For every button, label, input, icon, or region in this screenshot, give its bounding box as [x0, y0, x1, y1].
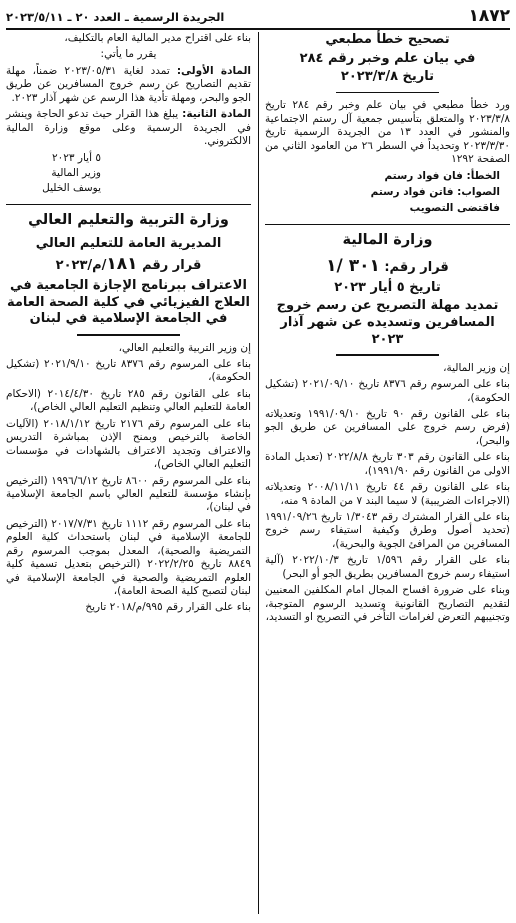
separator — [336, 354, 439, 356]
decision-label: قرار رقم — [142, 258, 202, 274]
paragraph: بناء على اقتراح مدير المالية العام بالتكليف، — [64, 32, 251, 44]
correction-correct: الصواب: فاتن فواد رستم — [370, 186, 500, 198]
correction-body: ورد خطأ مطبعي في بيان علم وخبر رقم ٢٨٤ تاريخ ٢٠٢٣/٣/٨ والمتعلق بتأسيس جمعية آل رستم الاجتماعية والمنشور في العدد ١٣ من الجريدة الرسمية تاريخ ٢٠٢٣/٣/٣٠ وتحديداً في السطر ٢٦ من العامود الثاني من الصفحة ١٢٩٢ — [265, 99, 510, 166]
correction-title: تصحيح خطأ مطبعي — [325, 32, 450, 47]
signature-date: ٥ أيار ٢٠٢٣ — [52, 151, 101, 164]
left-column — [6, 32, 251, 618]
paragraph: بناء على القانون رقم ٩٠ تاريخ ١٩٩١/٠٩/١٠ وتعديلاته (فرض رسم خروج على المسافرين عن طريق الجو والبحر)، — [265, 407, 510, 447]
paragraph: وبناء على ضرورة افساح المجال امام المكلفين المعنيين لتقديم التصاريح القانونية وتسديد الرسوم المتوجبة، وتجنيبهم التعرض لغرامات التأخر في التصريح او التسديد، — [265, 584, 510, 624]
paragraph: بناء على المرسوم رقم ٨٦٠٠ تاريخ ١٩٩٦/٦/١٢ (الترخيص بإنشاء مؤسسة للتعليم العالي باسم الجامعة الإسلامية في لبنان)، — [6, 474, 251, 514]
education-decision-number — [6, 254, 251, 276]
separator — [6, 204, 251, 206]
correction-date: تاريخ ٢٠٢٣/٣/٨ — [340, 69, 435, 85]
article-1-label: المادة الأولى: — [176, 64, 252, 77]
separator — [265, 224, 510, 226]
finance-ministry-title: وزارة المالية — [342, 232, 433, 249]
education-intro: إن وزير التربية والتعليم العالي، — [118, 341, 251, 354]
page-number: ١٨٧٢ — [468, 6, 510, 27]
finance-decision-date: تاريخ ٥ أيار ٢٠٢٣ — [334, 279, 441, 295]
article-2-label: المادة الثانية: — [182, 108, 251, 121]
education-directorate: المديرية العامة للتعليم العالي — [35, 235, 222, 251]
right-column — [265, 32, 510, 628]
page-header — [6, 6, 510, 30]
paragraph: بناء على القانون رقم ٢٨٥ تاريخ ٢٠١٤/٤/٣٠ (الاحكام العامة للتعليم العالي وتنظيم التعليم العالي الخاص)، — [6, 387, 251, 414]
finance-decision-number — [265, 256, 510, 278]
signature-name: يوسف الخليل — [42, 182, 101, 195]
education-decision-subject: الاعتراف ببرنامج الإجازة الجامعية في العلاج الفيزيائي في كلية الصحة العامة في الجامعة الإسلامية في لبنان — [6, 278, 251, 327]
correction-error: الخطأ: فان فواد رستم — [384, 169, 500, 182]
education-ministry-title: وزارة التربية والتعليم العالي — [28, 212, 229, 229]
paragraph: بناء على القرار رقم ١/٥٩٦ تاريخ ٢٠٢٢/١٠/٣ (آلية استيفاء رسم خروج المسافرين بطريق الجو أو البحر) — [265, 554, 510, 580]
article-1 — [6, 65, 251, 105]
signature-block — [6, 152, 101, 196]
article-2-text: يبلغ هذا القرار حيث تدعو الحاجة وينشر في الجريدة الرسمية وعلى موقع وزارة المالية الالكتروني. — [6, 108, 251, 148]
finance-decision-subject: تمديد مهلة التصريح عن رسم خروج المسافرين وتسديده عن شهر آذار ٢٠٢٣ — [276, 298, 499, 347]
separator — [77, 334, 180, 336]
paragraph: بناء على المرسوم رقم ٨٣٧٦ تاريخ ٢٠٢١/٠٩/١٠ (تشكيل الحكومة)، — [265, 378, 510, 404]
running-header: الجريدة الرسمية ـ العدد ٢٠ ـ ٢٠٢٣/٥/١١ — [6, 9, 225, 24]
paragraph: بناء على المرسوم رقم ١١١٢ تاريخ ٢٠١٧/٧/٣١ (الترخيص للجامعة الإسلامية في لبنان باستحداث كلية العلوم التمريضية والصحية)، المعدل بموجب المرسوم رقم ٨٨٤٩ تاريخ ٢٠٢٢/٢/٢٥ (الترخيص بتعديل تسمية كلية العلوم التمريضية والصحية في الجامعة الإسلامية في لبنان لتصبح كلية الصحة العامة)، — [6, 517, 251, 598]
decides-line: يقرر ما يأتي: — [100, 48, 157, 61]
signature-title: وزير المالية — [51, 166, 101, 179]
finance-intro: إن وزير المالية، — [443, 361, 510, 374]
decision-number: ٣٠١ /١ — [326, 255, 380, 276]
decision-label: قرار رقم: — [384, 259, 449, 275]
paragraph: بناء على المرسوم رقم ٨٣٧٦ تاريخ ٢٠٢١/٩/١٠ (تشكيل الحكومة)، — [6, 358, 251, 384]
paragraph: بناء على القانون رقم ٣٠٣ تاريخ ٢٠٢٢/٨/٨ (تعديل المادة الاولى من القانون رقم ١٩٩١/٩٠)، — [265, 451, 510, 477]
separator — [336, 92, 439, 94]
paragraph: بناء على المرسوم رقم ٢١٧٦ تاريخ ٢٠١٨/١/١٢ (الآليات الخاصة بالترخيص وبمنح الإذن بمباشرة التدريس والاعتراف وتجديد الاعتراف بالشهادات في مؤسسات التعليم العالي الخاص)، — [6, 417, 251, 471]
paragraph: بناء على القرار المشترك رقم ١/٣٠٤٣ تاريخ ١٩٩١/٠٩/٢٦ (تحديد أصول وطرق وكيفية استيفاء رسم خروج المسافرين من المرافئ الجوية والبحرية)، — [265, 511, 510, 550]
article-1-text: تمدد لغاية ٢٠٢٣/٠٥/٣١ ضمناً، مهلة تقديم التصاريح عن رسم خروج المسافرين عن طريق الجو والبحر، ومهلة تأدية هذا الرسم عن شهر آذار ٢٠٢٣. — [6, 64, 251, 104]
decision-suffix: /م/٢٠٢٣ — [55, 258, 107, 274]
decision-number: ١٨١ — [106, 254, 138, 275]
paragraph: بناء على القرار رقم ٩٩٥/م/٢٠١٨ تاريخ — [85, 601, 251, 614]
column-divider — [258, 32, 259, 914]
correction-subtitle: في بيان علم وخبر رقم ٢٨٤ — [299, 50, 476, 66]
correction-closing: فاقتضى التصويب — [409, 202, 500, 215]
article-2 — [6, 108, 251, 148]
columns — [6, 32, 510, 923]
paragraph: بناء على القانون رقم ٤٤ تاريخ ٢٠٠٨/١١/١١ وتعديلاته (الاجراءات الضريبية) لا سيما البند ٧ من المادة ٩ منه، — [265, 481, 510, 507]
